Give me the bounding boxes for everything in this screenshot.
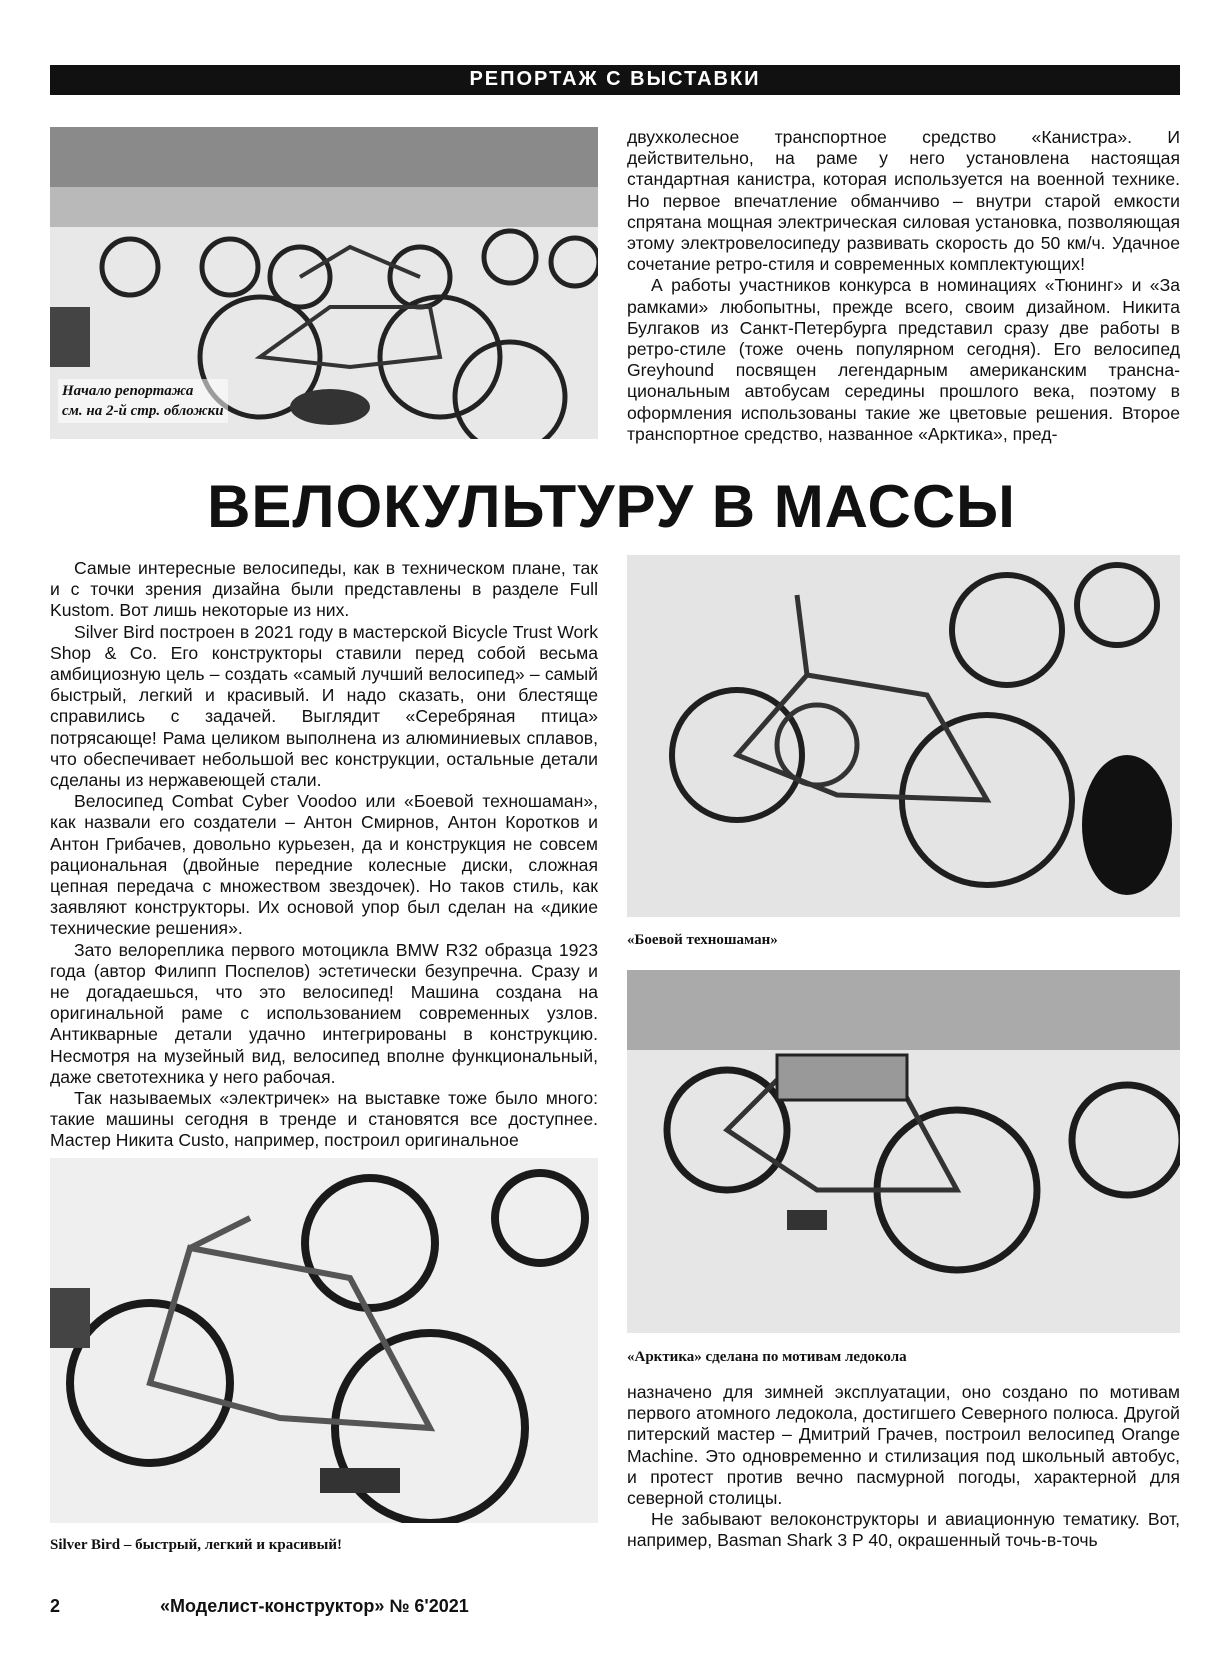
section-header-bar: [50, 65, 1180, 95]
caption-arktika: «Арктика» сделана по мотивам ледокола: [627, 1349, 907, 1365]
text-column-left: [50, 558, 598, 1152]
photo-technoshaman: [627, 555, 1180, 917]
text-column-top-right: [627, 127, 1180, 445]
paragraph: Silver Bird построен в 2021 году в мастерской Bicycle Trust Work Shop & Co. Его конструкторы ставили перед собой весьма амбициозную цель – создать «самый лучший велосипед» – самый быстрый, легкий и красивый. И надо сказать, они блестяще справились с задачей. Выглядит «Серебряная птица» потрясающе! Рама целиком выполнена из алюминиевых сплавов, что обеспечивает небольшой вес конструкции, остальные детали сделаны из нержавеющей стали.: [50, 621, 598, 791]
page-number: 2: [50, 1596, 61, 1616]
paragraph: Так называемых «электричек» на выставке тоже было много: такие машины сегодня в тренде и становятся все доступнее. Мастер Никита Custo, например, построил оригинальное: [50, 1088, 598, 1151]
continuation-note: [58, 379, 228, 423]
text-column-bottom-right: [627, 1382, 1180, 1552]
journal-footer: «Моделист-конструктор» № 6'2021: [160, 1596, 469, 1616]
caption-technoshaman: «Боевой техношаман»: [627, 932, 778, 948]
silver-bird-bike-image: [50, 1158, 598, 1523]
article-headline: ВЕЛОКУЛЬТУРУ В МАССЫ: [207, 473, 1016, 540]
paragraph: Велосипед Combat Cyber Voodoo или «Боевой техношаман», как назвали его создатели – Антон Смирнов, Антон Коротков и Антон Грибачев, довольно курьезен, да и конструкция не совсем рациональная (двойные передние колесные диски, сложная цепная передача с множеством звездочек). Но таков стиль, как заявляют конструкторы. Их основой упор был сделан на «дикие технические решения».: [50, 791, 598, 939]
paragraph: Зато велореплика первого мотоцикла BMW R32 образца 1923 года (автор Филипп Поспелов) эстетически безупречна. Сразу и не догадаешься, что это велосипед! Машина создана на оригинальной раме с использованием современных узлов. Антикварные детали удачно интегрированы в конструкцию. Несмотря на музейный вид, велосипед вполне функциональный, даже светотехника у него рабочая.: [50, 939, 598, 1087]
paragraph: Не забывают велоконструкторы и авиационную тематику. Вот, например, Basman Shark 3 P 40, окрашенный точь-в-точь: [627, 1509, 1180, 1551]
technoshaman-bike-image: [627, 555, 1180, 917]
paragraph: двухколесное транспортное средство «Канистра». И действительно, на раме у него установлена настоящая стандартная канистра, которая используется на военной технике. Но первое впечатление обманчиво – внутри старой емкости спрятана мощная электрическая силовая установка, позволяющая этому электровелосипеду развивать скорость до 50 км/ч. Удачное сочетание ретро-стиля и современных комплектующих!: [627, 127, 1180, 275]
paragraph: А работы участников конкурса в номинациях «Тюнинг» и «За рамками» любопытны, прежде всего, своим дизайном. Никита Булгаков из Санкт-Петербурга представил сразу две работы в ретро-стиле (тоже очень популярном сегодня). Его велосипед Greyhound посвящен легендарным американским трансна-циональным автобусам середины прошлого века, поэтому в оформления использованы такие же цветовые решения. Второе транспортное средство, названное «Арктика», пред-: [627, 275, 1180, 444]
continuation-note-line2: см. на 2-й стр. обложки: [62, 403, 224, 419]
section-title: РЕПОРТАЖ С ВЫСТАВКИ: [469, 68, 761, 90]
photo-exhibition-hall: [50, 127, 598, 439]
paragraph: Самые интересные велосипеды, как в техническом плане, так и с точки зрения дизайна были представлены в разделе Full Kustom. Вот лишь некоторые из них.: [50, 558, 598, 621]
caption-silver-bird: Silver Bird – быстрый, легкий и красивый!: [50, 1537, 342, 1553]
arktika-bike-image: [627, 970, 1180, 1333]
photo-arktika: [627, 970, 1180, 1333]
paragraph: назначено для зимней эксплуатации, оно создано по мотивам первого атомного ледокола, достигшего Северного полюса. Другой питерский мастер – Дмитрий Грачев, построил велосипед Orange Machine. Это одновременно и стилизация под школьный автобус, и протест против вечно пасмурной погоды, характерной для северной столицы.: [627, 1382, 1180, 1509]
photo-silver-bird: [50, 1158, 598, 1523]
continuation-note-line1: Начало репортажа: [62, 383, 194, 399]
